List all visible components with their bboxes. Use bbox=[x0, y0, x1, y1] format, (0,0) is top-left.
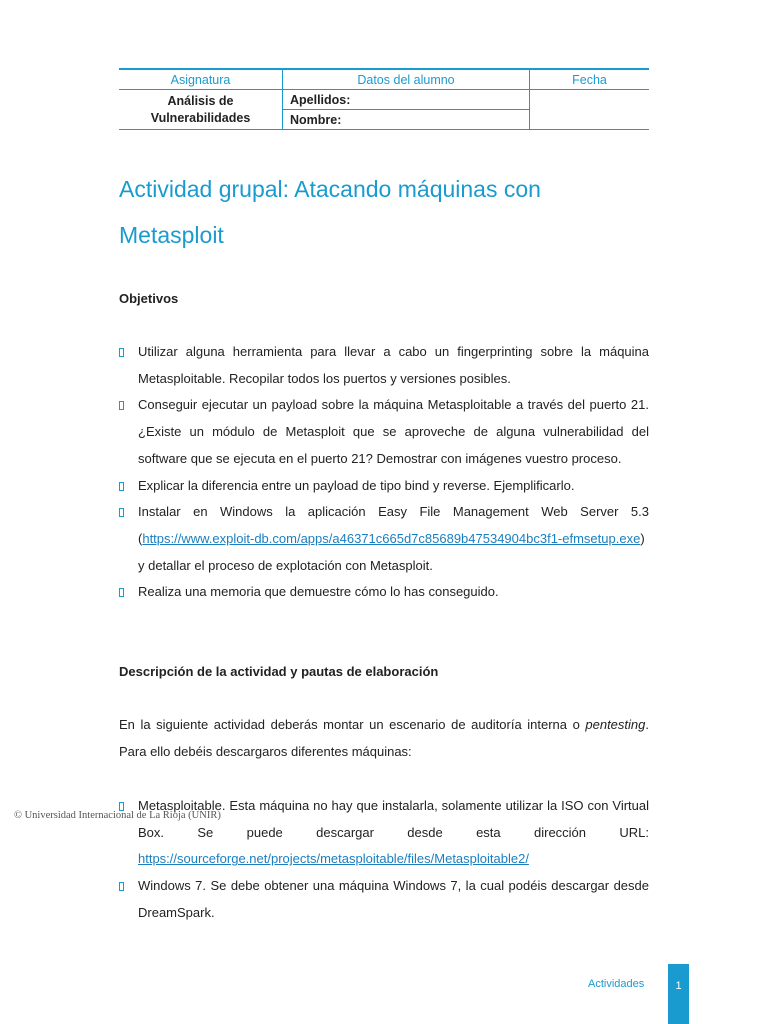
list-item bbox=[119, 793, 649, 873]
objective-text: Realiza una memoria que demuestre cómo lo has conseguido. bbox=[138, 584, 499, 600]
list-item bbox=[119, 473, 649, 500]
bullet-icon bbox=[119, 588, 124, 597]
list-item bbox=[119, 873, 649, 926]
objectives-heading: Objetivos bbox=[119, 291, 179, 306]
objective-text: Conseguir ejecutar un payload sobre la máquina Metasploitable a través del puerto 21. ¿Existe un módulo de Metasploit que se aproveche de alguna vulnerabilidad del software que se ejecuta en el puerto 21? Demostrar con imágenes vuestro proceso. bbox=[138, 397, 649, 466]
subject-cell bbox=[119, 90, 283, 130]
machine-text: Windows 7. Se debe obtener una máquina Windows 7, la cual podéis descargar desde DreamSpark. bbox=[138, 878, 649, 920]
subject-line-1: Análisis de bbox=[167, 93, 234, 108]
pentesting-term: pentesting bbox=[585, 717, 646, 732]
list-item bbox=[119, 339, 649, 392]
bullet-icon bbox=[119, 482, 124, 491]
name-label: Nombre: bbox=[283, 110, 530, 130]
copyright-watermark: © Universidad Internacional de La Rioja (UNIR) bbox=[14, 810, 221, 821]
page-title: Actividad grupal: Atacando máquinas con Metasploit bbox=[119, 176, 541, 248]
description-heading: Descripción de la actividad y pautas de elaboración bbox=[119, 664, 439, 679]
list-item bbox=[119, 392, 649, 472]
list-item bbox=[119, 499, 649, 579]
header-col-student: Datos del alumno bbox=[283, 69, 530, 90]
page-number: 1 bbox=[668, 964, 689, 1024]
footer-label: Actividades bbox=[588, 978, 645, 990]
sourceforge-link[interactable]: https://sourceforge.net/projects/metasploitable/files/Metasploitable2/ bbox=[138, 851, 529, 867]
subject-line-2: Vulnerabilidades bbox=[150, 110, 251, 125]
header-col-subject: Asignatura bbox=[119, 69, 283, 90]
objective-text: ) y detallar el proceso de explotación con Metasploit. bbox=[138, 530, 645, 573]
paragraph-text: . Para ello debéis descargaros diferentes máquinas: bbox=[119, 717, 649, 759]
objective-text: Explicar la diferencia entre un payload de tipo bind y reverse. Ejemplificarlo. bbox=[138, 477, 575, 493]
bullet-icon bbox=[119, 508, 124, 517]
objectives-list bbox=[119, 339, 649, 606]
list-item bbox=[119, 579, 649, 606]
exploit-db-link[interactable]: https://www.exploit-db.com/apps/a46371c665d7c85689b47534904bc3f1-efmsetup.exe bbox=[142, 530, 641, 546]
objective-text: Utilizar alguna herramienta para llevar a cabo un fingerprinting sobre la máquina Metasploitable. Recopilar todos los puertos y versiones posibles. bbox=[138, 344, 649, 386]
paragraph-text: En la siguiente actividad deberás montar un escenario de auditoría interna o bbox=[119, 717, 586, 732]
header-table bbox=[119, 68, 649, 130]
bullet-icon bbox=[119, 401, 124, 410]
objective-text: Instalar en Windows la aplicación Easy File Management Web Server 5.3 ( bbox=[138, 504, 649, 546]
surname-label: Apellidos: bbox=[283, 90, 530, 110]
bullet-icon bbox=[119, 882, 124, 891]
date-cell bbox=[530, 90, 650, 130]
header-col-date: Fecha bbox=[530, 69, 650, 90]
machine-text: Metasploitable. Esta máquina no hay que instalarla, solamente utilizar la ISO con Virtual Box. Se puede descargar desde esta dirección URL: bbox=[138, 798, 649, 840]
bullet-icon bbox=[119, 348, 124, 357]
description-paragraph bbox=[119, 712, 649, 765]
